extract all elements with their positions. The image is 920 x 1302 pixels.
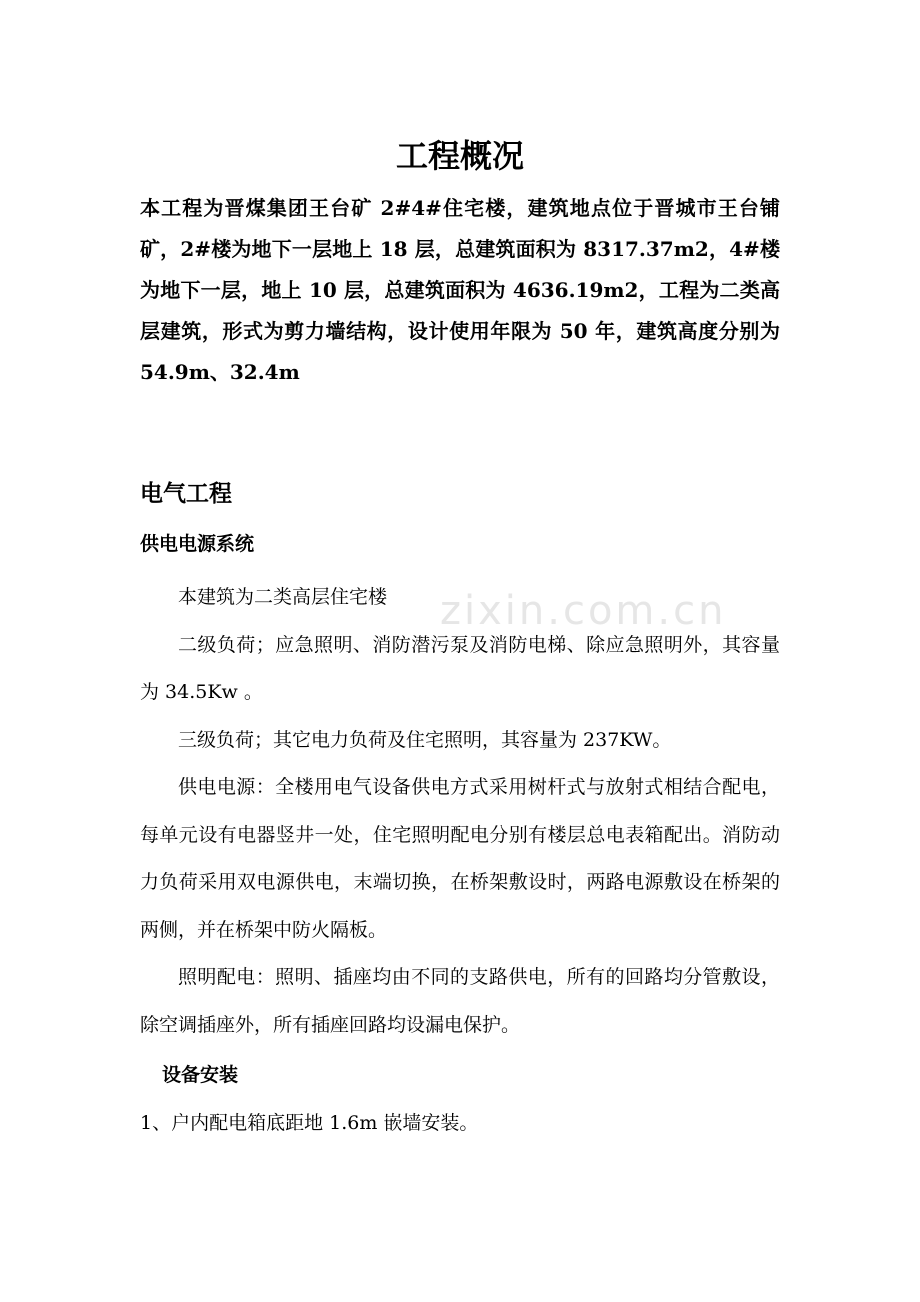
paragraph-power-source: 供电电源：全楼用电气设备供电方式采用树杆式与放射式相结合配电，每单元设有电器竖井一处，住宅照明配电分别有楼层总电表箱配出。消防动力负荷采用双电源供电，末端切换，在桥架敷设时，两路电源敷设在桥架的两侧，并在桥架中防火隔板。 (140, 776, 780, 941)
power-supply-body (140, 574, 780, 1049)
project-overview-paragraph: 本工程为晋煤集团王台矿 2#4#住宅楼，建筑地点位于晋城市王台铺矿，2#楼为地下一层地上 18 层，总建筑面积为 8317.37m2，4#楼为地下一层，地上 10 层，总建筑面积为 4636.19m2，工程为二类高层建筑，形式为剪力墙结构，设计使用年限为 50 年，建筑高度分别为 54.9m、32.4m (140, 196, 780, 384)
section-title-electrical: 电气工程 (140, 481, 232, 507)
paragraph-lighting-distribution: 照明配电：照明、插座均由不同的支路供电，所有的回路均分管敷设，除空调插座外，所有插座回路均设漏电保护。 (140, 966, 780, 1036)
paragraph-building-class: 本建筑为二类高层住宅楼 (178, 586, 388, 608)
install-item: 1、户内配电箱底距地 1.6m 嵌墙安装。 (140, 1112, 479, 1134)
paragraph-secondary-load: 二级负荷；应急照明、消防潜污泵及消防电梯、除应急照明外，其容量为 34.5Kw 。 (140, 633, 780, 703)
watermark: zixin.com.cn (440, 588, 727, 634)
paragraph-tertiary-load: 三级负荷；其它电力负荷及住宅照明，其容量为 237KW。 (178, 728, 672, 751)
document-title: 工程概况 (395, 137, 524, 175)
subsection-title-equipment-installation: 设备安装 (162, 1064, 239, 1086)
subsection-title-power-supply: 供电电源系统 (140, 533, 255, 555)
